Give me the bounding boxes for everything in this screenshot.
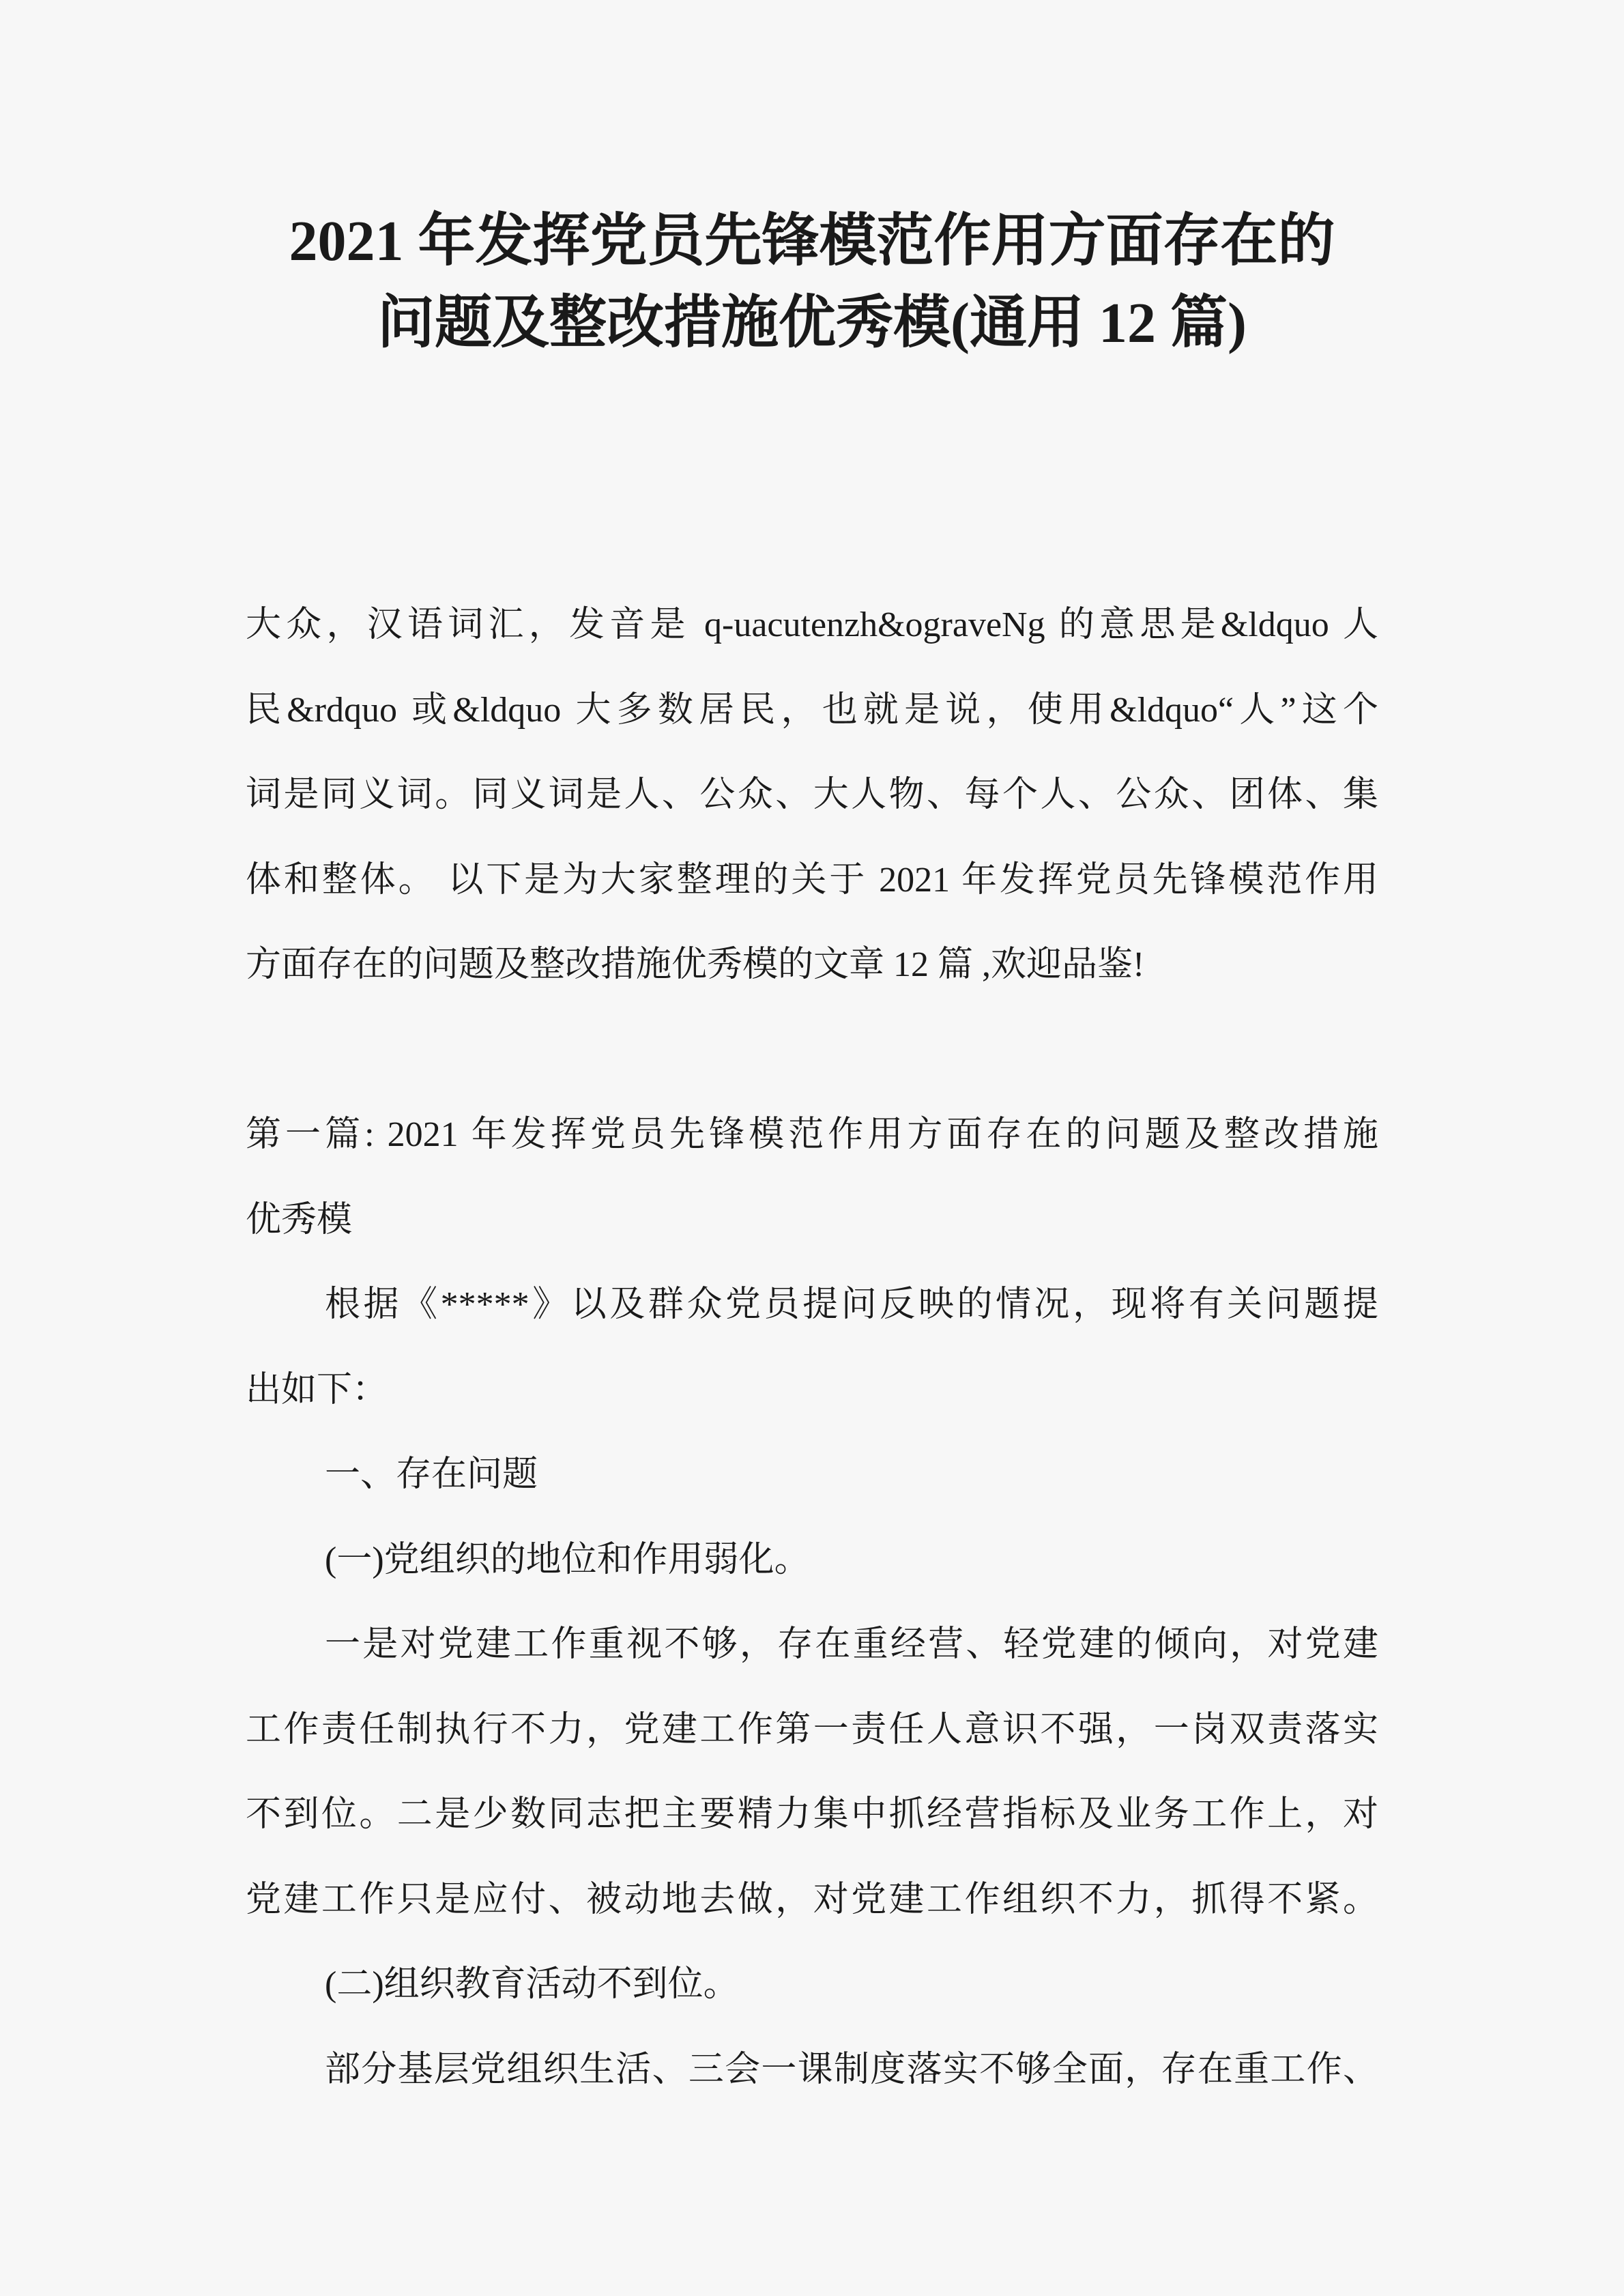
text-line: 一是对党建工作重视不够，存在重经营、轻党建的倾向，对党建 bbox=[325, 1625, 1378, 1664]
paragraph bbox=[246, 1603, 1378, 1942]
text-line: 大众，汉语词汇，发音是 q-uacutenzh&ograveNg 的意思是&ldquo 人 bbox=[246, 605, 1378, 644]
text-line: 根据《*****》以及群众党员提问反映的情况，现将有关问题提 bbox=[325, 1285, 1378, 1324]
title-line: 问题及整改措施优秀模(通用 12 篇) bbox=[377, 291, 1247, 355]
section-heading bbox=[246, 1093, 1378, 1263]
text-line: 第一篇: 2021 年发挥党员先锋模范作用方面存在的问题及整改措施 bbox=[246, 1115, 1378, 1154]
text-line: 部分基层党组织生活、三会一课制度落实不够全面，存在重工作、 bbox=[325, 2050, 1378, 2089]
problem-heading bbox=[246, 1518, 1378, 1603]
document-body bbox=[246, 583, 1378, 2112]
text-line: 方面存在的问题及整改措施优秀模的文章 12 篇 ,欢迎品鉴! bbox=[246, 945, 1145, 984]
problem-heading bbox=[246, 1942, 1378, 2028]
text-line: 词是同义词。同义词是人、公众、大人物、每个人、公众、团体、集 bbox=[246, 775, 1378, 814]
intro-paragraph bbox=[246, 583, 1378, 1008]
text-line: 一、存在问题 bbox=[325, 1455, 538, 1494]
text-line: (二)组织教育活动不到位。 bbox=[325, 1965, 739, 2004]
text-line: 党建工作只是应付、被动地去做，对党建工作组织不力，抓得不紧。 bbox=[246, 1880, 1378, 1919]
text-line: 工作责任制执行不力，党建工作第一责任人意识不强，一岗双责落实 bbox=[246, 1710, 1378, 1749]
title-line: 2021 年发挥党员先锋模范作用方面存在的 bbox=[289, 210, 1335, 273]
text-line: (一)党组织的地位和作用弱化。 bbox=[325, 1540, 810, 1579]
paragraph bbox=[246, 1263, 1378, 1433]
document-title bbox=[0, 201, 1624, 364]
text-line: 不到位。二是少数同志把主要精力集中抓经营指标及业务工作上，对 bbox=[246, 1795, 1378, 1834]
text-line: 优秀模 bbox=[246, 1200, 353, 1239]
text-line: 民&rdquo 或&ldquo 大多数居民，也就是说，使用&ldquo“人”这个 bbox=[246, 690, 1378, 730]
paragraph bbox=[246, 2028, 1378, 2113]
text-line: 体和整体。 以下是为大家整理的关于 2021 年发挥党员先锋模范作用 bbox=[246, 860, 1378, 900]
subsection-heading bbox=[246, 1433, 1378, 1518]
text-line: 出如下： bbox=[246, 1370, 388, 1409]
